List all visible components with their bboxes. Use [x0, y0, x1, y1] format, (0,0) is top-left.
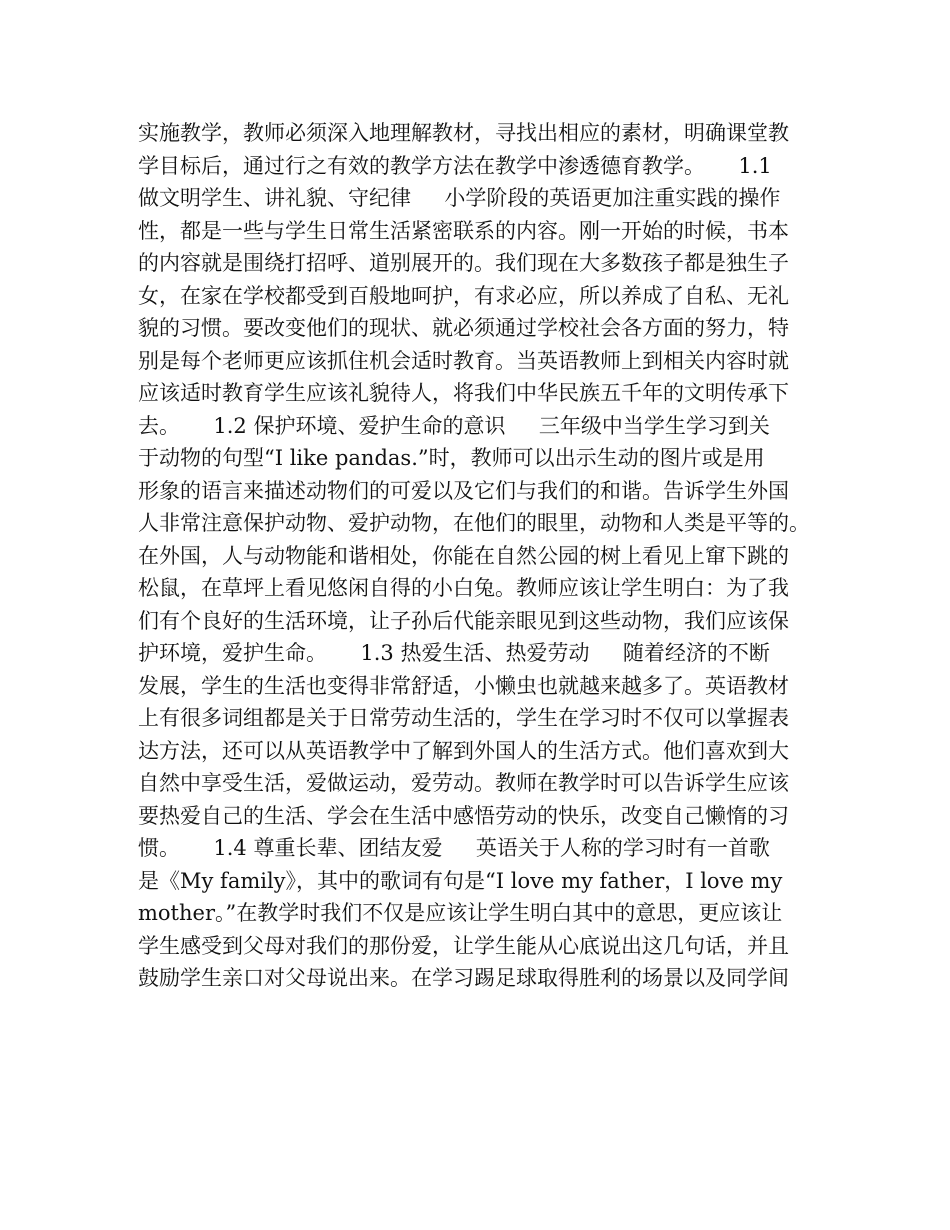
text-line: 松鼠，在草坪上看见悠闲自得的小白兔。教师应该让学生明白：为了我 [138, 576, 789, 600]
text-line: 形象的语言来描述动物们的可爱以及它们与我们的和谐。告诉学生外国 [138, 478, 789, 503]
text-line: 学生感受到父母对我们的那份爱，让学生能从心底说出这几句话，并且 [138, 933, 789, 958]
body-text [138, 117, 818, 995]
text-line: 在外国，人与动物能和谐相处，你能在自然公园的树上看见上窜下跳的 [138, 543, 789, 568]
text-line: 学目标后，通过行之有效的教学方法在教学中渗透德育教学。 1.1 [138, 153, 772, 178]
text-line: 貌的习惯。要改变他们的现状、就必须通过学校社会各方面的努力，特 [138, 316, 789, 340]
text-line: 应该适时教育学生应该礼貌待人，将我们中华民族五千年的文明传承下 [138, 381, 789, 405]
text-line: 惯。 1.4 尊重长辈、团结友爱 英语关于人称的学习时有一首歌 [138, 836, 770, 860]
text-line: 于动物的句型“I like pandas.”时，教师可以出示生动的图片或是用 [138, 446, 765, 470]
text-line: 的内容就是围绕打招呼、道别展开的。我们现在大多数孩子都是独生子 [138, 251, 789, 275]
text-line: 实施教学，教师必须深入地理解教材，寻找出相应的素材，明确课堂教 [138, 121, 789, 145]
text-line: 鼓励学生亲口对父母说出来。在学习踢足球取得胜利的场景以及同学间 [138, 966, 789, 990]
text-line: 做文明学生、讲礼貌、守纪律 小学阶段的英语更加注重实践的操作 [138, 186, 781, 210]
text-line: 女，在家在学校都受到百般地呵护，有求必应，所以养成了自私、无礼 [138, 283, 789, 308]
text-line: mother。”在教学时我们不仅是应该让学生明白其中的意思，更应该让 [138, 901, 783, 925]
text-line: 是《My family》，其中的歌词有句是“I love my father，I love my [138, 868, 783, 893]
text-line: 性，都是一些与学生日常生活紧密联系的内容。刚一开始的时候，书本 [138, 218, 789, 243]
text-line: 去。 1.2 保护环境、爱护生命的意识 三年级中当学生学习到关 [138, 413, 770, 438]
text-line: 要热爱自己的生活、学会在生活中感悟劳动的快乐，改变自己懒惰的习 [138, 803, 789, 828]
text-line: 发展，学生的生活也变得非常舒适，小懒虫也就越来越多了。英语教材 [138, 673, 789, 698]
text-line: 自然中享受生活，爱做运动，爱劳动。教师在教学时可以告诉学生应该 [138, 771, 789, 795]
text-line: 护环境，爱护生命。 1.3 热爱生活、热爱劳动 随着经济的不断 [138, 641, 770, 665]
text-line: 别是每个老师更应该抓住机会适时教育。当英语教师上到相关内容时就 [138, 348, 789, 373]
text-line: 达方法，还可以从英语教学中了解到外国人的生活方式。他们喜欢到大 [138, 738, 789, 763]
text-line: 人非常注意保护动物、爱护动物，在他们的眼里，动物和人类是平等的。 [138, 511, 810, 535]
text-line: 上有很多词组都是关于日常劳动生活的，学生在学习时不仅可以掌握表 [138, 706, 789, 730]
text-line: 们有个良好的生活环境，让子孙后代能亲眼见到这些动物，我们应该保 [138, 608, 789, 633]
